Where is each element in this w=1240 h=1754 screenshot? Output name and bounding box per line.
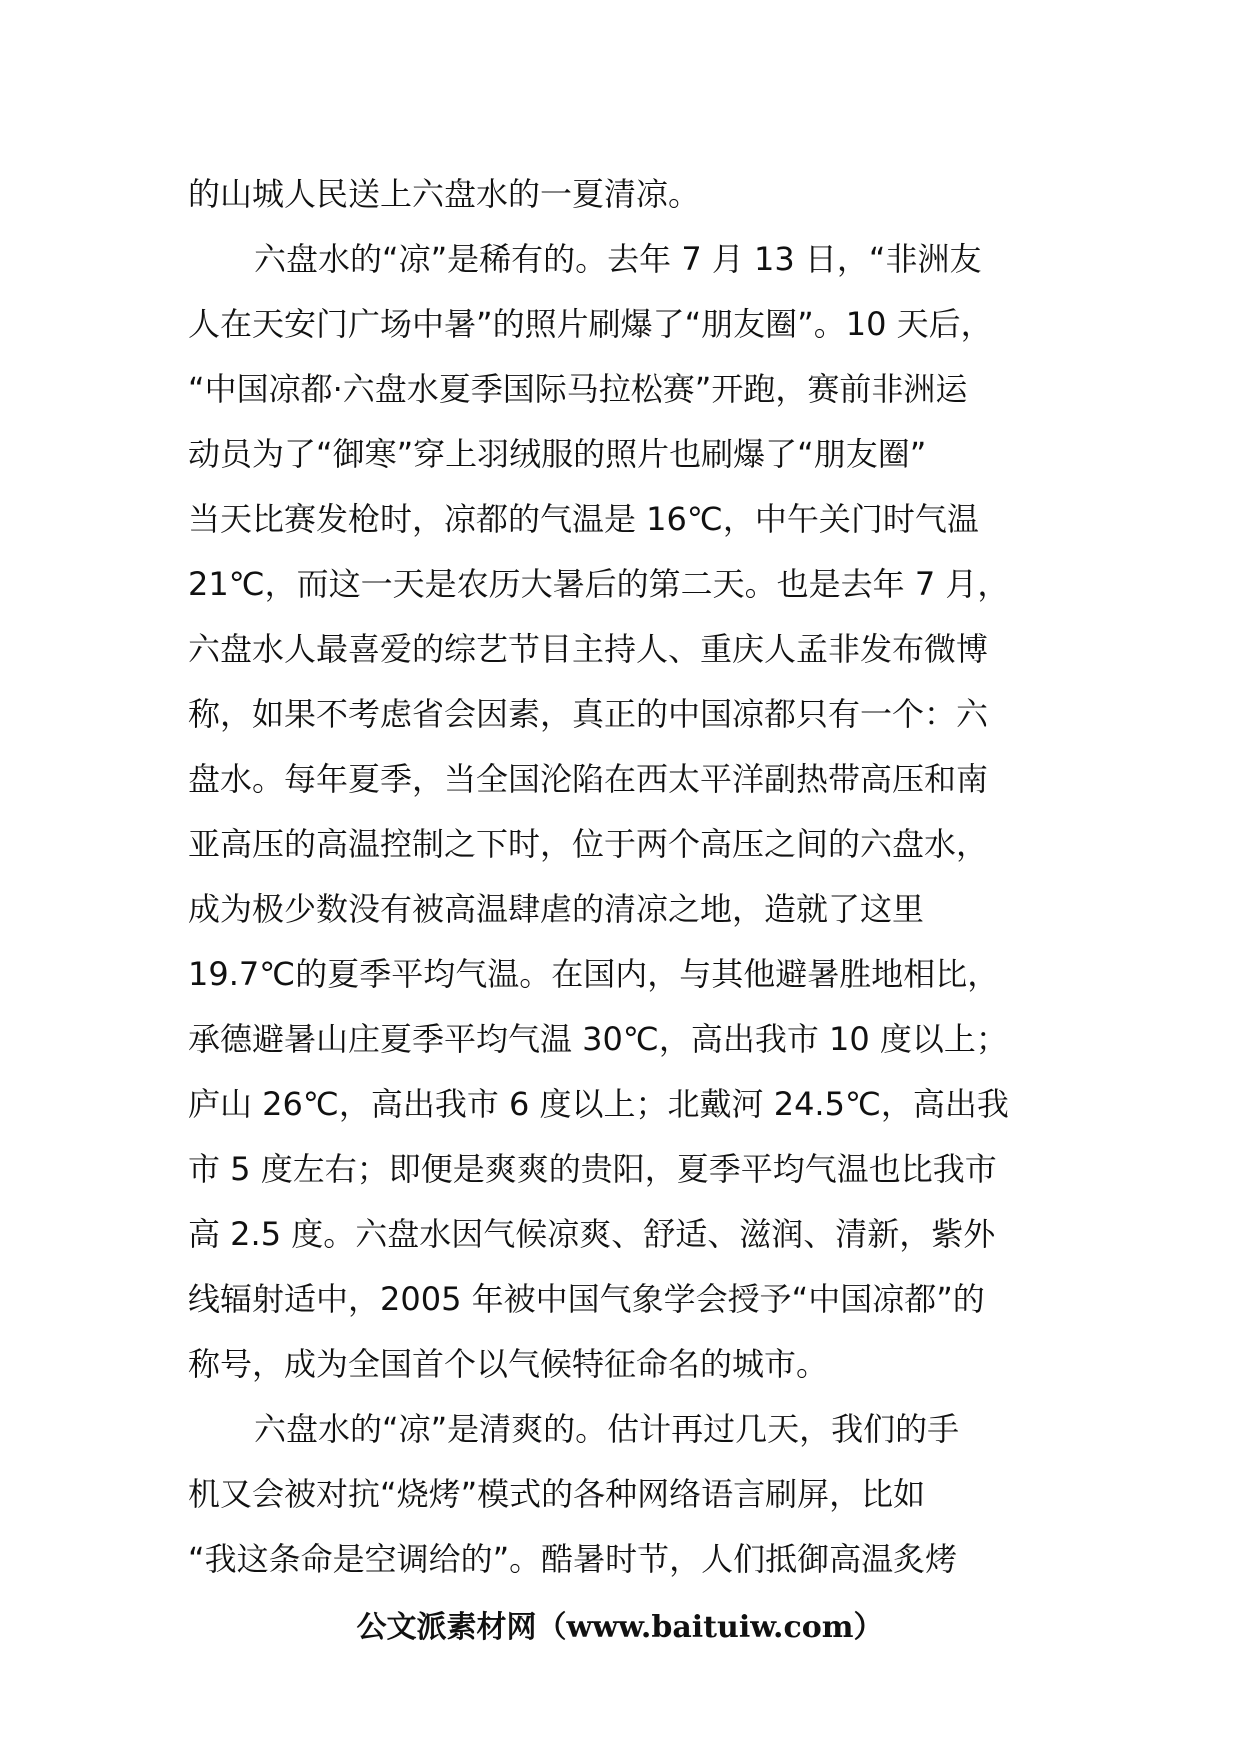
paragraph-line: “我这条命是空调给的”。酷暑时节，人们抵御高温炙烤 [188,1540,958,1578]
paragraph-line: 称，如果不考虑省会因素，真正的中国凉都只有一个：六 [188,695,989,733]
paragraph-line: 线辐射适中，2005 年被中国气象学会授予“中国凉都”的 [188,1280,985,1318]
paragraph-line: 盘水。每年夏季，当全国沦陷在西太平洋副热带高压和南 [188,760,989,798]
paragraph-line: 成为极少数没有被高温肆虐的清凉之地，造就了这里 [188,890,925,928]
document-body [188,162,1068,1592]
page-footer-watermark: 公文派素材网（www.baituiw.com） [356,1610,884,1645]
paragraph-line: 庐山 26℃，高出我市 6 度以上；北戴河 24.5℃，高出我 [188,1085,1009,1123]
paragraph-line: 高 2.5 度。六盘水因气候凉爽、舒适、滋润、清新，紫外 [188,1215,996,1253]
paragraph-line: 当天比赛发枪时，凉都的气温是 16℃，中午关门时气温 [188,500,979,538]
paragraph-line: 市 5 度左右；即便是爽爽的贵阳，夏季平均气温也比我市 [188,1150,997,1188]
paragraph-line: 机又会被对抗“烧烤”模式的各种网络语言刷屏，比如 [188,1475,926,1513]
paragraph-line: 动员为了“御寒”穿上羽绒服的照片也刷爆了“朋友圈” [188,435,927,473]
paragraph-line: 的山城人民送上六盘水的一夏清凉。 [188,175,701,213]
paragraph-line: 六盘水人最喜爱的综艺节目主持人、重庆人孟非发布微博 [188,630,989,668]
paragraph-line: 人在天安门广场中暑”的照片刷爆了“朋友圈”。10 天后， [188,305,993,343]
paragraph-line: 亚高压的高温控制之下时，位于两个高压之间的六盘水， [188,825,989,863]
paragraph-line: 承德避暑山庄夏季平均气温 30℃，高出我市 10 度以上； [188,1020,1008,1058]
paragraph-line: 六盘水的“凉”是稀有的。去年 7 月 13 日，“非洲友 [254,240,982,278]
paragraph-line: 21℃，而这一天是农历大暑后的第二天。也是去年 7 月， [188,565,1010,603]
paragraph-line: “中国凉都·六盘水夏季国际马拉松赛”开跑，赛前非洲运 [188,370,968,408]
paragraph-line: 六盘水的“凉”是清爽的。估计再过几天，我们的手 [254,1410,960,1448]
paragraph-line: 19.7℃的夏季平均气温。在国内，与其他避暑胜地相比， [188,955,1000,993]
paragraph-line: 称号，成为全国首个以气候特征命名的城市。 [188,1345,829,1383]
